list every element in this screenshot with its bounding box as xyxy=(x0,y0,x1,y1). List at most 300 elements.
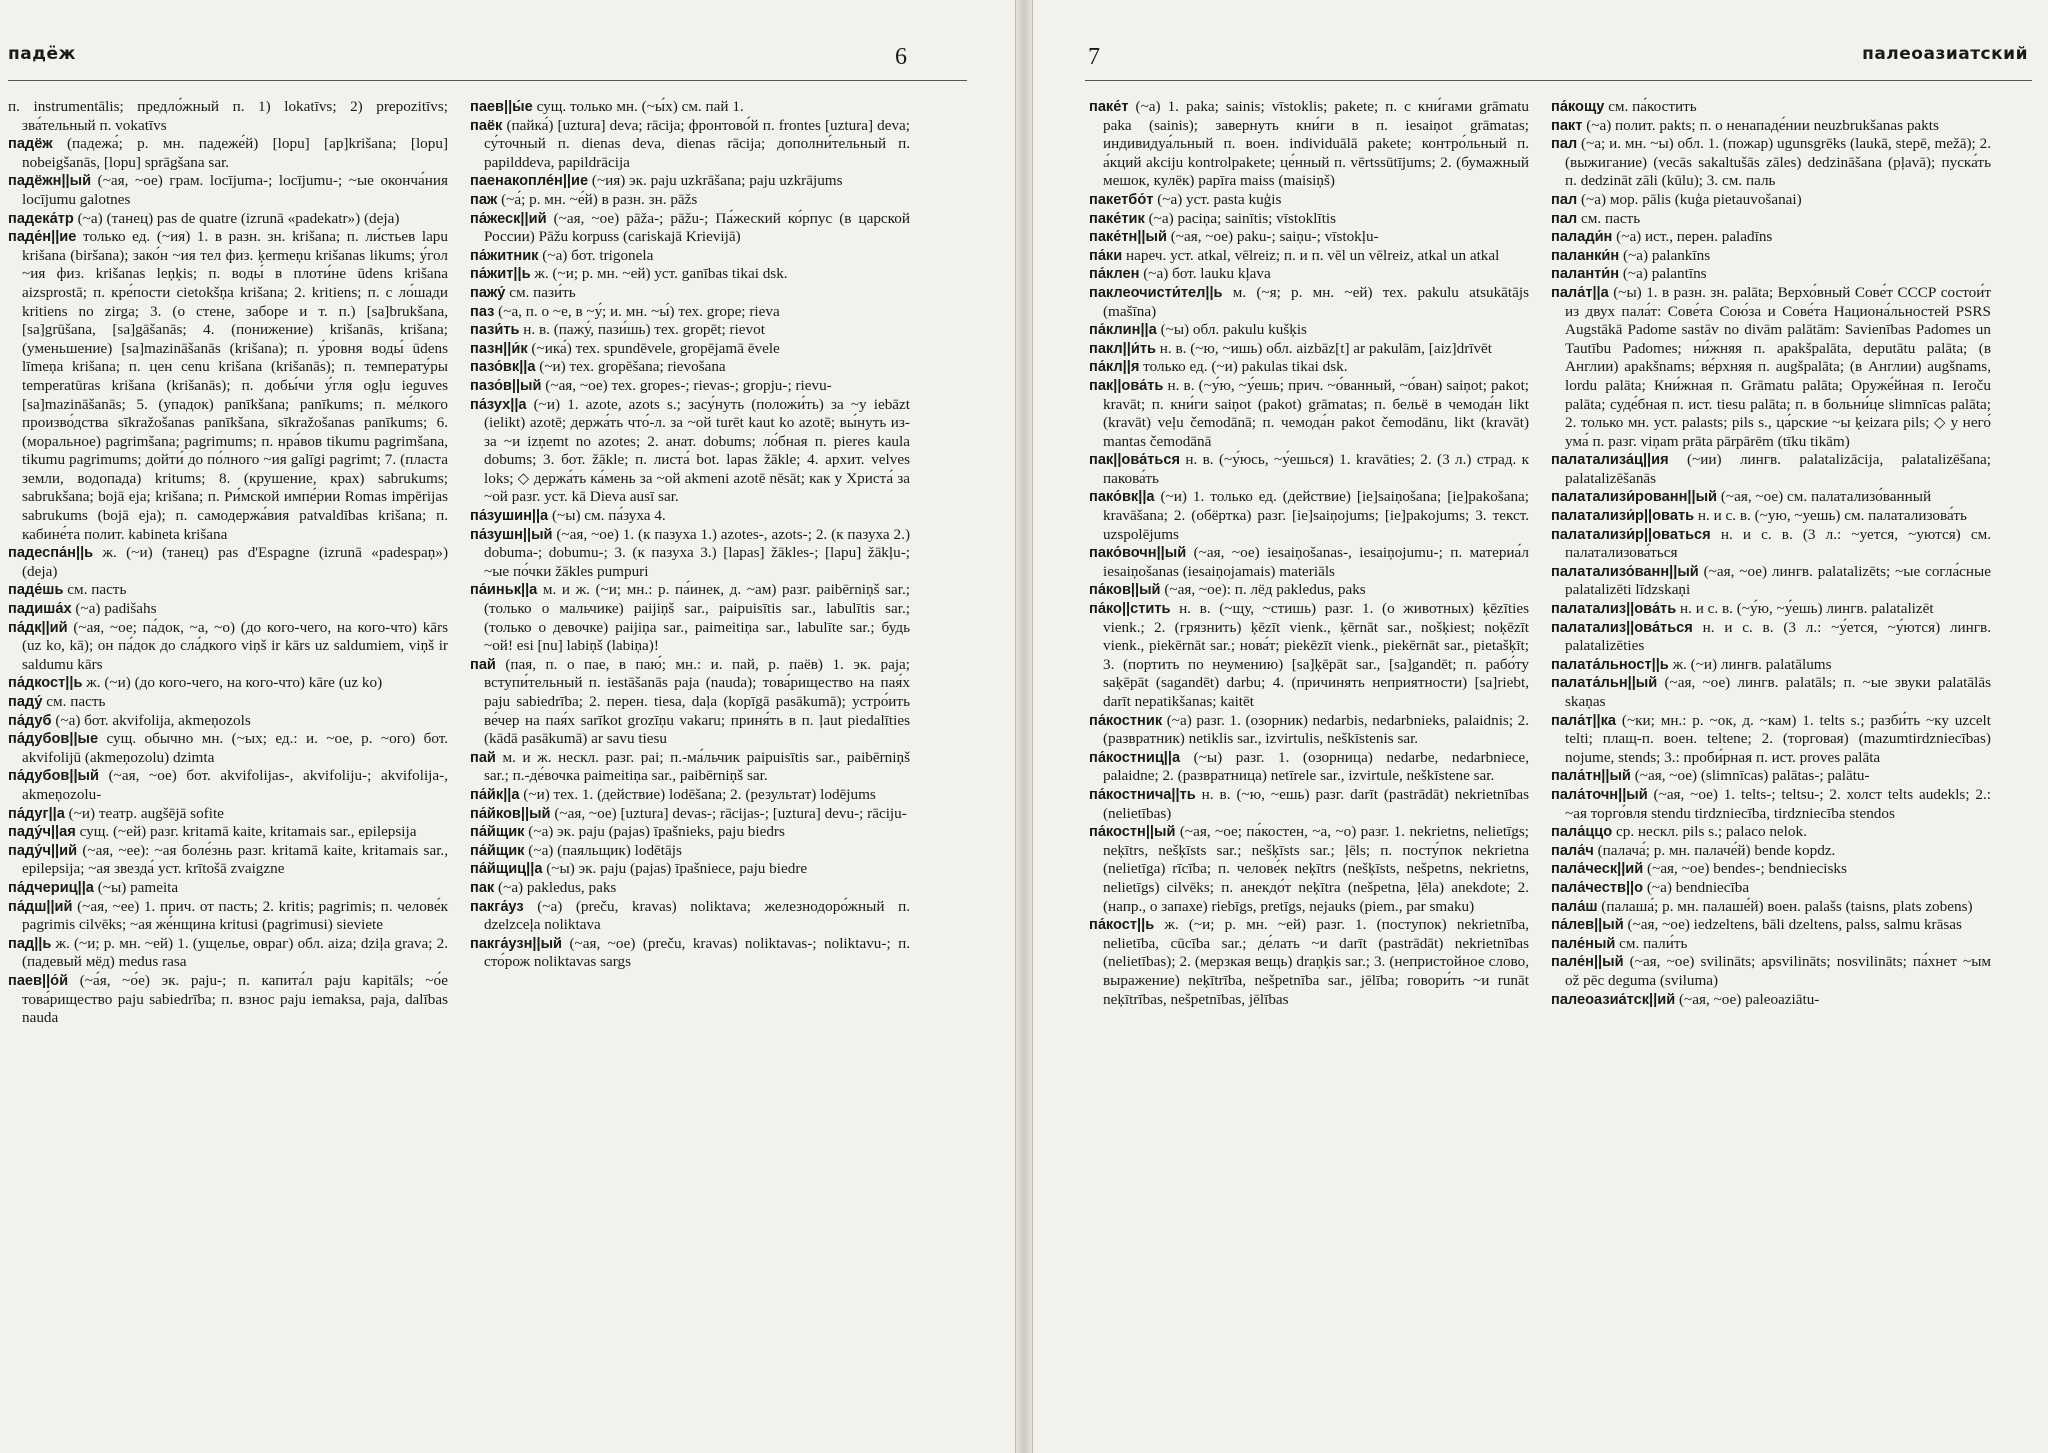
dictionary-entry xyxy=(8,674,448,693)
headword: пала́т||ка xyxy=(1551,712,1617,729)
dictionary-entry xyxy=(470,358,910,377)
definition: (~а) (танец) pas de quatre (izrunā «padekatr») (deja) xyxy=(77,209,400,227)
headword: падёжн||ый xyxy=(8,173,92,190)
dictionary-entry xyxy=(470,656,910,749)
header-rule xyxy=(1085,80,2032,81)
dictionary-entry xyxy=(1089,786,1529,823)
definition: (~ая, ~ое) pāža-; pāžu-; Па́жеский ко́рпус (в царской России) Pāžu korpuss (cariskajā Krievijā) xyxy=(484,209,910,246)
dictionary-entry xyxy=(1089,247,1529,266)
definition: (~ы) разг. 1. (озорница) nedarbe, nedarbniece, palaidne; 2. (развратница) netīrele sar., izvirtule, neškīstene sar. xyxy=(1103,748,1530,785)
dictionary-entry xyxy=(470,210,910,247)
definition: (пая, п. о пае, в паю́; мн.: и. пай, р. паёв) 1. эк. paja; вступи́тельный п. iestāšanās paja (nauda); това́рищество на пая́х paju sabiedrība; 2. перен. tiesa, daļa (kopīgā pasākumā); устро́ить ве́чер на пая́х sarīkot grozīņu vakaru; приня́ть в п. ļaut piedalīties (kādā pasākumā) ar savu tiesu xyxy=(484,655,910,748)
headword: паж xyxy=(470,191,498,208)
headword: пако́вочн||ый xyxy=(1089,545,1187,562)
column xyxy=(8,98,448,1028)
definition: (~а) bendniecība xyxy=(1646,878,1750,896)
dictionary-entry xyxy=(1089,488,1529,544)
page-number: 7 xyxy=(1088,44,1100,70)
dictionary-entry xyxy=(1089,451,1529,488)
headword: пала́ческ||ий xyxy=(1551,861,1644,878)
dictionary-entry xyxy=(1551,712,1991,768)
dictionary-entry xyxy=(470,340,910,359)
dictionary-entry xyxy=(1551,656,1991,675)
headword: пакга́уз xyxy=(470,898,524,915)
definition: (~а) полит. pakts; п. о ненападе́нии neuzbrukšanas pakts xyxy=(1586,116,1939,134)
headword: па́зушин||а xyxy=(470,508,549,525)
definition: н. в. (~у́ю, ~у́ешь; прич. ~о́ванный, ~о́ван) saiņot; pakot; kravāt; п. кни́ги saiņot (pakot) grāmatas; п. бельё в чемода́н likt (kravāt) veļu čemodānā; п. чемода́н pakot čemodānu, likt (kravāt) mantas čemodānā xyxy=(1103,376,1530,450)
definition: см. пали́ть xyxy=(1619,934,1688,952)
dictionary-entry xyxy=(8,842,448,879)
dictionary-entry xyxy=(8,210,448,229)
dictionary-entry xyxy=(1551,228,1991,247)
dictionary-entry xyxy=(8,544,448,581)
headword: пале́ный xyxy=(1551,935,1616,952)
headword: паке́тн||ый xyxy=(1089,229,1167,246)
dictionary-entry xyxy=(8,972,448,1028)
definition: (~ы) 1. в разн. зн. palāta; Верхо́вный Сове́т СССР состои́т из двух пала́т: Сове́та Сою́за и Сове́та Национа́льностей PSRS Augstākā Padome sastāv no divām palātām: Savienības Padomes un Tautību Padomes; ни́жняя п. apakšpalāta, deputātu palāta; (в Англии) apakšnams; ве́рхняя п. augšpalāta; (в Англии) augšnams, lordu palāta; Кни́жная п. Grāmatu palāta; Оруже́йная п. Ieroču palāta; суде́бная п. ист. tiesu palāta; п. в больни́це slimnīcas palāta; 2. только мн. уст. palasts; pils s., ца́рские ~ы ķeizara pils; ◇ у него́ ума́ п. разг. viņam prāta pārpārēm (tīku tikām) xyxy=(1565,283,1991,450)
definition: н. и с. в. (3 л.: ~у́ется, ~у́ются) лингв. palatalizēties xyxy=(1565,618,1991,655)
dictionary-entry xyxy=(470,321,910,340)
dictionary-entry xyxy=(1089,340,1529,359)
definition: м. и ж. нескл. разг. pai; п.-ма́льчик paipuisītis sar., paibērniņš sar.; п.-де́вочка paimeitiņa sar., paibērniņš sar. xyxy=(484,748,910,785)
headword: палатализи́р||овать xyxy=(1551,508,1695,525)
dictionary-entry xyxy=(470,860,910,879)
definition: (~ки; мн.: р. ~ок, д. ~кам) 1. telts s.; разби́ть ~ку uzcelt telti; плащ-п. воен. teltene; 2. (торговая) (mazumtirdzniecības) nojume, stends; 3.: проби́рная п. ист. proves palāta xyxy=(1565,711,1991,766)
headword: пал xyxy=(1551,210,1578,227)
dictionary-entry xyxy=(8,730,448,767)
headword: паду́ xyxy=(8,694,43,710)
left-page xyxy=(0,0,1016,1453)
dictionary-entry xyxy=(1089,916,1529,1009)
dictionary-entry xyxy=(1551,135,1991,191)
headword: па́кощу xyxy=(1551,99,1605,115)
dictionary-entry xyxy=(1551,823,1991,842)
definition: ж. (~и) лингв. palatālums xyxy=(1672,655,1832,673)
definition: м. и ж. (~и; мн.: р. па́инек, д. ~ам) разг. paibērniņš sar.; (только о мальчике) paijiņš sar., paipuisītis sar., labulītis sar.; (только о девочке) paijiņa sar., paimeitiņa sar., labulīte sar.; будь ~ой! esi [nu] labiņš (labiņa)! xyxy=(484,581,910,655)
definition: (~а́я, ~о́е) эк. paju-; п. капита́л paju kapitāls; ~о́е това́рищество paju sabiedrība; п. взнос paju iemaksa, paja, dalības nauda xyxy=(22,971,449,1027)
definition: п. instrumentālis; предло́жный п. 1) lokatīvs; 2) prepozitīvs; зва́тельный п. vokatīvs xyxy=(8,98,448,134)
headword: палата́льност||ь xyxy=(1551,656,1669,673)
dictionary-entry xyxy=(1551,674,1991,711)
headword: палатализ||ова́ться xyxy=(1551,619,1693,636)
dictionary-entry xyxy=(8,805,448,824)
dictionary-entry xyxy=(470,842,910,861)
definition: (~а) paciņa; sainītis; vīstoklītis xyxy=(1148,209,1337,227)
dictionary-entry xyxy=(470,191,910,210)
headword: па́клин||а xyxy=(1089,322,1157,339)
definition: н. в. (~у́юсь, ~у́ешься) 1. kravāties; 2. (3 л.) страд. к пакова́ть xyxy=(1103,451,1530,487)
headword: палатализи́рованн||ый xyxy=(1551,489,1718,506)
dictionary-entry xyxy=(8,228,448,544)
headword: падёж xyxy=(8,136,53,153)
dictionary-entry xyxy=(8,823,448,842)
headword: паде́шь xyxy=(8,582,64,599)
dictionary-entry xyxy=(470,879,910,898)
dictionary-entry xyxy=(8,898,448,935)
definition: м. (~я; р. мн. ~ей) тех. pakulu atsukātājs (mašīna) xyxy=(1103,283,1530,320)
dictionary-entry xyxy=(470,581,910,655)
definition: (~ая, ~ое) см. палатализо́ванный xyxy=(1720,488,1932,506)
definition: (~а) уст. pasta kuģis xyxy=(1157,190,1282,208)
dictionary-entry xyxy=(470,935,910,972)
definition: только ед. (~и) pakulas tikai dsk. xyxy=(1143,358,1348,376)
headword: пале́н||ый xyxy=(1551,954,1624,971)
dictionary-entry xyxy=(470,786,910,805)
definition: (~ая, ~ое) тех. gropes-; rievas-; gropju-; rievu- xyxy=(545,376,832,394)
dictionary-entry xyxy=(1551,916,1991,935)
headword: па́йщиц||а xyxy=(470,861,543,878)
definition: (~ая, ~ое) paleoaziātu- xyxy=(1678,990,1820,1008)
headword: паде́н||ие xyxy=(8,229,77,246)
headword: па́дубов||ые xyxy=(8,731,99,748)
headword: пакл||и́ть xyxy=(1089,340,1156,357)
definition: (~а) мор. pālis (kuģa pietauvošanai) xyxy=(1581,190,1802,208)
headword: па́костнича||ть xyxy=(1089,786,1196,803)
definition: ж. (~и; р. мн. ~ей) разг. 1. (поступок) nekrietnība, nelietība, cūcība sar.; де́лать ~и darīt (pastrādāt) nekrietnības (nelietības); 2. (мерзкая вещь) draņķis sar.; 3. (непристойное слово, выражение) neķītrība, nešpetnība sar., jēlība; говори́ть ~и runāt neķītrības, nešpetnības, jēlības xyxy=(1103,916,1530,1008)
headword: паду́ч||ий xyxy=(8,842,78,859)
headword: пала́т||а xyxy=(1551,284,1609,301)
dictionary-entry xyxy=(470,247,910,266)
dictionary-entry xyxy=(8,135,448,172)
headword: пазо́вк||а xyxy=(470,359,536,376)
dictionary-entry xyxy=(8,600,448,619)
headword: па́дкост||ь xyxy=(8,675,83,692)
definition: (~и) 1. azote, azots s.; засу́нуть (положи́ть) за ~у iebāzt (ielikt) azotē; держа́ть что́-л. за ~ой turēt kaut ko azotē; вы́нуть из-за ~и izņemt no azotes; 2. анат. dobums; ло́бная п. pieres kaula dobums; 3. бот. žākle; п. листа́ bot. lapas žākle; 4. архит. velves loks; ◇ держа́ть ка́мень за ~ой akmeni azotē nēsāt; как у Христа́ за ~ой разг. уст. kā Dieva ausī sar. xyxy=(484,395,910,506)
headword: пази́ть xyxy=(470,322,520,339)
definition: (~ая, ~ее): ~ая боле́знь разг. kritamā kaite, kritamais sar., epilepsija; ~ая звезда́ уст. krītošā zvaigzne xyxy=(22,841,449,878)
headword: паев||ы́е xyxy=(470,99,533,115)
headword: пако́вк||а xyxy=(1089,489,1155,506)
dictionary-entry xyxy=(470,526,910,582)
definition: (~ика́) тех. spundēvele, gropējamā ēvele xyxy=(531,339,780,357)
definition: (~а) (паяльщик) lodētājs xyxy=(528,841,682,859)
definition: (~а) бот. lauku kļava xyxy=(1143,265,1271,283)
definition: (~а) бот. akvifolija, akmeņozols xyxy=(55,711,251,729)
definition: (~ая, ~ое) лингв. palatāls; п. ~ые звуки palatālās skaņas xyxy=(1565,674,1991,710)
dictionary-entry xyxy=(8,581,448,600)
definition: (~ая, ~ое) iedzeltens, bāli dzeltens, palss, salmu krāsas xyxy=(1627,916,1962,934)
dictionary-entry xyxy=(8,712,448,731)
headword: паланти́н xyxy=(1551,266,1620,283)
dictionary-entry xyxy=(1089,210,1529,229)
headword: пакга́узн||ый xyxy=(470,935,563,952)
dictionary-entry xyxy=(470,898,910,935)
dictionary-entry xyxy=(1551,488,1991,507)
column xyxy=(470,98,910,1028)
headword: пала́ч xyxy=(1551,842,1594,859)
dictionary-entry xyxy=(1551,767,1991,786)
dictionary-entry xyxy=(1551,191,1991,210)
right-page xyxy=(1032,0,2048,1453)
definition: ж. (~и) (танец) pas d'Espagne (izrunā «padespaņ») (deja) xyxy=(22,544,449,580)
dictionary-entry xyxy=(1089,581,1529,600)
definition: ж. (~и; р. мн. ~ей) 1. (ущелье, овраг) обл. aiza; dziļa grava; 2. (падевый мёд) medus rasa xyxy=(22,934,448,971)
dictionary-entry xyxy=(1551,451,1991,488)
dictionary-entry xyxy=(8,767,448,804)
headword: па́ки xyxy=(1089,247,1123,264)
definition: (~ая, ~ое) [uztura] devas-; rācijas-; [uztura] devu-; rāciju- xyxy=(554,804,907,822)
headword: па́кл||я xyxy=(1089,359,1140,376)
definition: см. пасть xyxy=(67,581,127,599)
dictionary-entry xyxy=(1089,749,1529,786)
dictionary-entry xyxy=(1551,879,1991,898)
headword: пад||ь xyxy=(8,935,52,952)
headword: па́ков||ый xyxy=(1089,582,1161,599)
definition: н. и с. в. (~ую, ~уешь) см. палатализова́ть xyxy=(1697,507,1967,525)
headword: паёк xyxy=(470,117,503,134)
columns xyxy=(1089,98,1991,1009)
definition: см. пасть xyxy=(1581,209,1641,227)
definition: (~а́; р. мн. ~е́й) в разн. зн. pāžs xyxy=(501,190,698,208)
headword: падиша́х xyxy=(8,601,72,618)
dictionary-entry xyxy=(1551,860,1991,879)
dictionary-entry xyxy=(1551,600,1991,619)
definition: (~а) 1. paka; sainis; vīstoklis; pakete; п. с кни́гами grāmatu paka (sainis); завернуть кни́ги в п. iesaiņot grāmatas; индивидуа́льный п. воен. individuālā pakete; контро́льный п. а́кций akciju kontrolpakete; це́нный п. vērtssūtījums; 2. (бумажный мешок, кулёк) papīra maiss (maisiņš) xyxy=(1103,98,1530,190)
headword: па́йков||ый xyxy=(470,805,551,822)
definition: н. в. (~щу, ~стишь) разг. 1. (о животных) ķēzīties vienk.; 2. (грязнить) ķēzīt vienk., ķērnāt sar., nošķiest; noķēzīt vienk., piekērnāt sar.; нова́т; piekēzīt vienk., piekērnāt sar., pietašķīt; 3. (портить по неумению) [sa]ķēpāt sar., [sa]gandēt; п. рабо́ту saķēpāt (sagandēt) darbu; 4. (причинять неприятности) [sa]riebt, darīt nepatikšanas; kaitēt xyxy=(1103,600,1529,710)
dictionary-entry xyxy=(1551,935,1991,954)
definition: (~ия) эк. paju uzkrāšana; paju uzkrājums xyxy=(591,172,843,190)
headword: паз xyxy=(470,303,495,320)
headword: паке́т xyxy=(1089,99,1129,115)
dictionary-entry xyxy=(1089,358,1529,377)
headword: па́клен xyxy=(1089,266,1140,283)
definition: (~ая, ~ое) 1. telts-; teltsu-; 2. холст telts audekls; 2.: ~ая торго́вля stendu tirdzniecība, tirdzniecība stendos xyxy=(1565,785,1991,822)
page-number: 6 xyxy=(895,44,907,70)
definition: (~ии) лингв. palatalizācija, palatalizēšana; palatalizēšanās xyxy=(1565,451,1992,487)
definition: (~ая, ~ое) svilināts; apsvilināts; nosvilināts; па́хнет ~ым ož pēc deguma (sviluma) xyxy=(1565,953,1992,989)
headword: пала́честв||о xyxy=(1551,879,1644,896)
dictionary-entry xyxy=(470,172,910,191)
dictionary-entry xyxy=(8,693,448,712)
dictionary-entry xyxy=(1089,377,1529,451)
dictionary-entry xyxy=(1089,284,1529,321)
headword: пала́тн||ый xyxy=(1551,768,1631,785)
headword: па́дк||ий xyxy=(8,619,68,636)
definition: (~ая, ~ое) грам. locījuma-; locījumu-; ~ые оконча́ния locījumu galotnes xyxy=(22,172,449,208)
headword: па́иньк||а xyxy=(470,582,538,599)
running-head: палеоазиатский xyxy=(1862,44,2028,64)
definition: н. и с. в. (~у́ю, ~у́ешь) лингв. palatalizēt xyxy=(1679,600,1934,618)
headword: па́житник xyxy=(470,247,539,264)
dictionary-entry xyxy=(8,98,448,135)
dictionary-entry xyxy=(1551,247,1991,266)
definition: (~и) театр. augšējā sofite xyxy=(68,804,224,822)
headword: па́дубов||ый xyxy=(8,768,99,785)
dictionary-entry xyxy=(1089,228,1529,247)
definition: (~ая, ~ое) лингв. palatalizēts; ~ые согла́сные palatalizēti līdzskaņi xyxy=(1565,562,1992,599)
dictionary-entry xyxy=(1551,284,1991,451)
headword: па́ко||стить xyxy=(1089,601,1171,618)
definition: (~ая, ~ое) (slimnīcas) palātas-; palātu- xyxy=(1634,767,1870,785)
headword: па́лев||ый xyxy=(1551,917,1624,934)
headword: па́дуг||а xyxy=(8,805,65,822)
headword: пазн||и́к xyxy=(470,340,528,357)
headword: палатализо́ванн||ый xyxy=(1551,563,1699,580)
definition: (пайка́) [uztura] deva; rācija; фронтово́й п. frontes [uztura] deva; су́точный п. dienas deva, dienas rācija; дополни́тельный п. papilddeva, papildrācija xyxy=(484,116,911,171)
headword: палатализи́р||оваться xyxy=(1551,526,1711,543)
dictionary-entry xyxy=(1551,991,1991,1010)
definition: сущ. только мн. (~ы́х) см. пай 1. xyxy=(536,98,744,115)
headword: пай xyxy=(470,656,496,673)
gutter xyxy=(1016,0,1032,1453)
definition: (~ая, ~ое) bendes-; bendniecisks xyxy=(1647,860,1847,878)
definition: н. в. (пажу́, пази́шь) тех. gropēt; rievot xyxy=(523,321,765,339)
headword: пак||ова́ться xyxy=(1089,452,1180,469)
definition: н. в. (~ю, ~ешь) разг. darīt (pastrādāt) nekrietnības (nelietības) xyxy=(1103,785,1529,822)
dictionary-entry xyxy=(1551,210,1991,229)
dictionary-entry xyxy=(1089,265,1529,284)
headword: палата́льн||ый xyxy=(1551,675,1658,692)
headword: па́жит||ь xyxy=(470,266,531,283)
headword: па́йщик xyxy=(470,824,525,841)
definition: см. пази́ть xyxy=(509,283,576,301)
definition: (~ая, ~ое) бот. akvifolijas-, akvifoliju-; akvifolija-, akmeņozolu- xyxy=(22,767,448,803)
headword: па́костн||ый xyxy=(1089,824,1176,841)
definition: (~ы) см. па́зуха 4. xyxy=(551,507,666,525)
definition: (~ая, ~ое) (preču, kravas) noliktavas-; noliktavu-; п. сто́рож noliktavas sargs xyxy=(484,934,910,971)
headword: па́жеск||ий xyxy=(470,210,547,227)
headword: паке́тик xyxy=(1089,210,1145,227)
headword: пал xyxy=(1551,191,1578,208)
dictionary-entry xyxy=(8,172,448,209)
dictionary-entry xyxy=(1551,898,1991,917)
dictionary-entry xyxy=(1551,98,1991,117)
dictionary-entry xyxy=(470,117,910,173)
dictionary-entry xyxy=(470,396,910,508)
definition: н. в. (~ю, ~ишь) обл. aizbāz[t] ar pakulām, [aiz]drīvēt xyxy=(1159,339,1493,357)
headword: падеспа́н||ь xyxy=(8,545,94,562)
definition: сущ. (~ей) разг. kritamā kaite, kritamais sar., epilepsija xyxy=(79,823,417,841)
headword: пазо́в||ый xyxy=(470,377,542,394)
dictionary-entry xyxy=(1089,823,1529,916)
definition: (~а) разг. 1. (озорник) nedarbis, nedarbnieks, palaidnis; 2. (развратник) netiklis sar., izvirtulis, neškīstenis sar. xyxy=(1103,711,1529,748)
headword: палади́н xyxy=(1551,229,1613,246)
dictionary-entry xyxy=(1551,786,1991,823)
dictionary-entry xyxy=(470,805,910,824)
column xyxy=(1551,98,1991,1009)
definition: (~и) тех. 1. (действие) lodēšana; 2. (результат) lodējums xyxy=(523,785,876,803)
definition: ж. (~и) (до кого-чего, на кого-что) kāre (uz ko) xyxy=(86,674,383,692)
definition: (~а, п. о ~е, в ~у́; и. мн. ~ы́) тех. grope; rieva xyxy=(498,302,780,320)
headword: пала́ццо xyxy=(1551,824,1613,841)
dictionary-entry xyxy=(470,265,910,284)
dictionary-entry xyxy=(1089,98,1529,191)
definition: (~а) palankīns xyxy=(1623,246,1711,264)
dictionary-entry xyxy=(470,98,910,117)
headword: па́йщик xyxy=(470,842,525,859)
definition: (палача́; р. мн. палаче́й) bende kopdz. xyxy=(1597,841,1836,859)
headword: пай xyxy=(470,749,496,766)
headword: пакетбо́т xyxy=(1089,191,1154,208)
dictionary-entry xyxy=(1089,544,1529,581)
definition: ср. нескл. pils s.; palaco nelok. xyxy=(1615,823,1807,841)
dictionary-entry xyxy=(470,749,910,786)
definition: (~и) 1. только ед. (действие) [ie]saiņošana; [ie]pakošana; kravāšana; 2. (обёртка) разг. [ie]saiņojums; [ie]pakojums; 3. текст. uzspolējums xyxy=(1103,488,1529,543)
headword: па́дуб xyxy=(8,712,52,729)
headword: палеоазиа́тск||ий xyxy=(1551,991,1676,1008)
headword: падека́тр xyxy=(8,210,74,227)
definition: нареч. уст. atkal, vēlreiz; п. и п. vēl un vēlreiz, atkal un atkal xyxy=(1126,246,1500,264)
definition: (~а) бот. trigonela xyxy=(542,246,654,264)
dictionary-entry xyxy=(470,303,910,322)
headword: па́дчериц||а xyxy=(8,879,94,896)
headword: па́зух||а xyxy=(470,396,527,413)
definition: ж. (~и; р. мн. ~ей) уст. ganības tikai dsk. xyxy=(534,265,788,283)
headword: паев||о́й xyxy=(8,972,69,989)
dictionary-entry xyxy=(1551,563,1991,600)
dictionary-entry xyxy=(1551,526,1991,563)
definition: (~ы) эк. paju (pajas) īpašniece, paju biedre xyxy=(546,860,808,878)
definition: (~ая, ~ое; па́док, ~а, ~о) (до кого-чего, на кого-что) kārs (uz ko, kā); он па́док до сла́дкого viņš ir kārs uz saldumiem, viņš ir saldumu kārs xyxy=(22,618,448,673)
headword: па́кост||ь xyxy=(1089,917,1155,934)
headword: па́зушн||ый xyxy=(470,526,553,543)
dictionary-entry xyxy=(1089,712,1529,749)
dictionary-entry xyxy=(1551,507,1991,526)
dictionary-entry xyxy=(1089,600,1529,712)
headword: пала́ш xyxy=(1551,898,1598,915)
definition: см. пасть xyxy=(46,693,106,710)
headword: палатализ||ова́ть xyxy=(1551,601,1677,618)
running-head: падёж xyxy=(8,44,76,64)
definition: (~и) тех. gropēšana; rievošana xyxy=(539,358,726,376)
definition: (~а) ист., перен. paladīns xyxy=(1616,228,1773,246)
column xyxy=(1089,98,1529,1009)
dictionary-entry xyxy=(8,879,448,898)
definition: (~а) эк. paju (pajas) īpašnieks, paju biedrs xyxy=(528,823,785,841)
headword: пала́точн||ый xyxy=(1551,786,1648,803)
dictionary-entry xyxy=(8,619,448,675)
dictionary-entry xyxy=(470,823,910,842)
headword: па́дш||ий xyxy=(8,898,73,915)
dictionary-entry xyxy=(470,377,910,396)
definition: (~ая, ~ое) iesaiņošanas-, iesaiņojumu-; п. материа́л iesaiņošanas (iesaiņojamais) materiāls xyxy=(1103,544,1529,580)
definition: (~ая, ~ое; па́костен, ~а, ~о) разг. 1. nekrietns, nelietīgs; neķītrs, nešķīsts sar.; nešķīsts sar.; ļēls; п. посту́пок nekrietna (nelietīga) rīcība; п. челове́к neķītrs (nešķīsts, nešpetns, nekrietns, nelietīgs) cilvēks; п. анекдо́т neķītra (nešpetna, ļēla) anekdote; 2. (напр., о запахе) riebīgs, pretīgs, nejauks (piem., par smaku) xyxy=(1103,823,1529,915)
headword: па́костниц||а xyxy=(1089,749,1181,766)
definition: (~ая, ~ое): п. лёд pakledus, paks xyxy=(1164,581,1366,599)
headword: паланки́н xyxy=(1551,247,1620,264)
headword: паду́ч||ая xyxy=(8,824,76,841)
definition: (~ая, ~ее) 1. прич. от пасть; 2. kritis; pagrimis; п. челове́к pagrimis cilvēks; ~ая же́нщина kritusi (pagrimusi) sieviete xyxy=(22,897,449,934)
headword: пак xyxy=(470,879,495,896)
definition: (~а; и. мн. ~ы) обл. 1. (пожар) ugunsgrēks (laukā, stepē, mežā); 2. (выжигание) (vecās sakaltušās zāles) dedzināšana (pļavā); пуска́ть п. dedzināt zāli (kūlu); 3. см. паль xyxy=(1565,135,1991,190)
dictionary-entry xyxy=(470,507,910,526)
definition: (~ая, ~ое) 1. (к пазуха 1.) azotes-, azots-; 2. (к пазуха 2.) dobuma-; dobumu-; 3. (к пазуха 3.) [lapas] žākles-; [lapu] žākļu-; ~ые по́чки žākles pumpuri xyxy=(484,525,910,580)
dictionary-entry xyxy=(1551,953,1991,990)
definition: (~а) pakledus, paks xyxy=(498,878,617,896)
definition: см. па́костить xyxy=(1608,98,1697,115)
headword: па́йк||а xyxy=(470,786,520,803)
definition: (~ы) pameita xyxy=(97,878,179,896)
dictionary-entry xyxy=(1551,619,1991,656)
dictionary-entry xyxy=(1551,842,1991,861)
definition: сущ. обычно мн. (~ых; ед.: и. ~ое, р. ~ого) бот. akvifolijū (akmeņozolu) dzimta xyxy=(22,730,449,766)
definition: (~а) padišahs xyxy=(75,600,157,618)
definition: н. и с. в. (3 л.: ~уется, ~уются) см. палатализова́ться xyxy=(1565,525,1991,562)
dictionary-entry xyxy=(470,284,910,303)
headword: палатализа́ц||ия xyxy=(1551,452,1669,469)
definition: (~ая, ~ое) paku-; saiņu-; vīstokļu- xyxy=(1170,228,1379,246)
dictionary-entry xyxy=(8,935,448,972)
dictionary-entry xyxy=(1551,265,1991,284)
headword: пажу́ xyxy=(470,284,506,301)
headword: пак||ова́ть xyxy=(1089,377,1164,394)
definition: (~ы) обл. pakulu kušķis xyxy=(1160,321,1307,339)
dictionary-entry xyxy=(1551,117,1991,136)
definition: только ед. (~ия) 1. в разн. зн. krišana; п. ли́стьев lapu krišana (biršana); зако́н ~ия тел физ. ķermeņu krišanas likums; у́гол ~ия физ. krišanas leņķis; п. воды́ в плоти́не ūdens krišana aizsprostā; п. кре́пости cietokšņa krišana; 2. kritiens; п. с ло́шади kritiens no zirga; 3. (о стене, заборе и т. п.) [sa]brukšana, [sa]grūšana, [sa]gāšanās; 4. (понижение) krišanās, krišana; (уменьшение) [sa]mazināšanās (krišana); п. у́ровня воды́ ūdens līmeņa krišana; п. цен cenu krišana (krišanās); п. температу́ры temperatūras krišana (krišanās); п. добы́чи у́гля ogļu ieguves [sa]mazināšanās; 5. (упадок) panīkšana; panīkums; п. ме́лкого произво́дства sīkražošanas panīkšana, sīkražošanas panīkums; 6. (моральное) pagrimšana; pagrimums; п. нра́вов tikumu pagrimšana, tikumu pagrimums; дойти́ до по́лного ~ия galīgi pagrimt; 7. (пласта земли, водопада) kritums; 8. (крушение, крах) sabrukums; sabrukšana; bojā eja; krišana; п. Ри́мской импе́рии Romas impērijas sabrukums (bojā eja); п. самодержа́вия patvaldības krišana; п. кабине́та полит. kabineta krišana xyxy=(22,228,448,543)
dictionary-entry xyxy=(1089,321,1529,340)
headword: пакт xyxy=(1551,117,1583,134)
